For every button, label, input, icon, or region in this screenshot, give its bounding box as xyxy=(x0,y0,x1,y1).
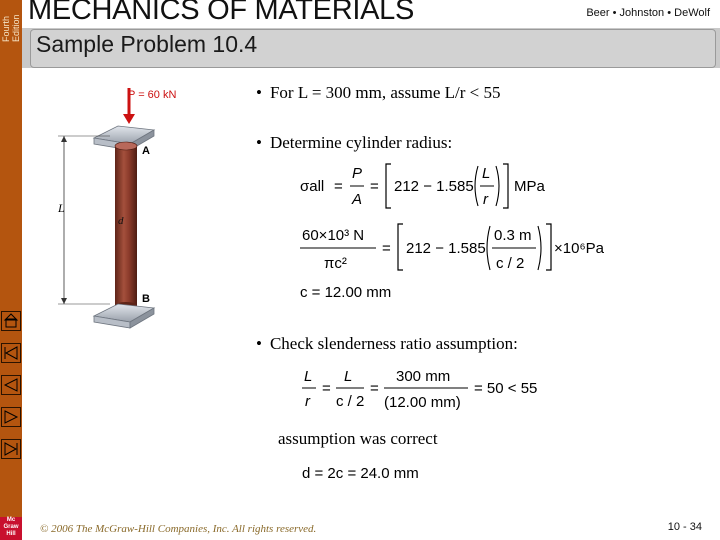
eq4-c2: c / 2 xyxy=(336,393,365,410)
length-arrow-bottom xyxy=(61,298,67,304)
equation-diameter: d = 2c = 24.0 mm xyxy=(302,465,419,482)
home-button[interactable] xyxy=(1,311,21,331)
eq2-bracket-right xyxy=(546,224,551,270)
eq2-paren-right xyxy=(538,226,541,270)
page-number: 10 - 34 xyxy=(667,521,702,533)
last-slide-icon xyxy=(2,440,20,458)
eq1-a: A xyxy=(352,191,363,208)
logo-line2: Graw xyxy=(3,524,19,530)
eq2-unit: ×10⁶Pa xyxy=(554,240,604,257)
eq2-equals: = xyxy=(382,240,391,257)
eq2-frac-den: c / 2 xyxy=(496,255,525,272)
length-arrow-top xyxy=(61,136,67,142)
copyright-notice: © 2006 The McGraw-Hill Companies, Inc. All rights reserved. xyxy=(40,523,317,535)
diameter-label: d xyxy=(118,215,124,227)
mcgraw-hill-logo xyxy=(0,517,22,540)
home-icon xyxy=(2,312,20,330)
eq1-paren-right xyxy=(496,166,499,206)
eq1-equals: = xyxy=(334,178,343,195)
eq1-bracket-left xyxy=(386,164,391,208)
bullet-radius-text: Determine cylinder radius: xyxy=(269,133,453,152)
bullet-assumption-text: For L = 300 mm, assume L/r < 55 xyxy=(269,83,501,102)
edition-label xyxy=(0,0,22,44)
eq4-l: L xyxy=(304,368,313,385)
first-slide-icon xyxy=(2,344,20,362)
sidebar xyxy=(0,0,22,540)
edition-line2: Edition xyxy=(11,14,21,42)
eq4-l2: L xyxy=(344,368,353,385)
equation-allowable-stress xyxy=(298,160,568,212)
eq1-const: 212 − 1.585 xyxy=(394,178,474,195)
edition-line1: Fourth xyxy=(1,15,11,42)
eq1-unit: MPa xyxy=(514,178,545,195)
eq4-numerator: 300 mm xyxy=(396,368,451,385)
eq1-paren-left xyxy=(475,166,478,206)
equation-c-result: c = 12.00 mm xyxy=(300,284,392,301)
eq1-r: r xyxy=(483,191,488,208)
eq4-r: r xyxy=(305,393,310,410)
bullet-radius: • Determine cylinder radius: xyxy=(256,133,453,152)
eq1-lhs: σall xyxy=(300,178,325,195)
equation-radius xyxy=(298,218,628,274)
main-title: MECHANICS OF MATERIALS xyxy=(28,0,415,26)
load-arrowhead xyxy=(123,114,135,124)
eq1-p: P xyxy=(352,165,363,182)
length-label: L xyxy=(58,201,65,215)
equation-slenderness xyxy=(300,364,550,414)
point-b-label: B xyxy=(142,293,150,305)
logo-line1: Mc xyxy=(6,517,16,523)
eq1-l: L xyxy=(482,165,491,182)
point-a-label: A xyxy=(142,145,150,157)
bullet-assumption: • For L = 300 mm, assume L/r < 55 xyxy=(256,83,501,102)
last-slide-button[interactable] xyxy=(1,439,21,459)
column-top xyxy=(115,142,137,150)
eq2-frac-num: 0.3 m xyxy=(494,227,532,244)
authors: Beer • Johnston • DeWolf xyxy=(586,7,710,19)
eq4-equals2: = xyxy=(370,380,379,397)
eq1-equals2: = xyxy=(370,178,379,195)
eq4-denominator: (12.00 mm) xyxy=(384,394,461,411)
bullet-slenderness: • Check slenderness ratio assumption: xyxy=(256,334,518,353)
load-label: P = 60 kN xyxy=(128,89,177,101)
eq2-paren-left xyxy=(487,226,490,270)
eq4-equals1: = xyxy=(322,380,331,397)
eq2-const: 212 − 1.585 xyxy=(406,240,486,257)
page-title: Sample Problem 10.4 xyxy=(36,31,258,57)
next-slide-button[interactable] xyxy=(1,407,21,427)
eq2-bracket-left xyxy=(398,224,403,270)
bullet-slenderness-text: Check slenderness ratio assumption: xyxy=(269,334,518,353)
previous-slide-button[interactable] xyxy=(1,375,21,395)
eq4-result: = 50 < 55 xyxy=(474,380,538,397)
eq1-bracket-right xyxy=(503,164,508,208)
eq2-denominator: πc² xyxy=(324,255,347,272)
assumption-note: assumption was correct xyxy=(278,429,438,448)
next-slide-icon xyxy=(2,408,20,426)
eq2-numerator: 60×10³ N xyxy=(302,227,365,244)
logo-line3: Hill xyxy=(6,531,16,537)
previous-slide-icon xyxy=(2,376,20,394)
column-figure xyxy=(50,78,240,340)
first-slide-button[interactable] xyxy=(1,343,21,363)
